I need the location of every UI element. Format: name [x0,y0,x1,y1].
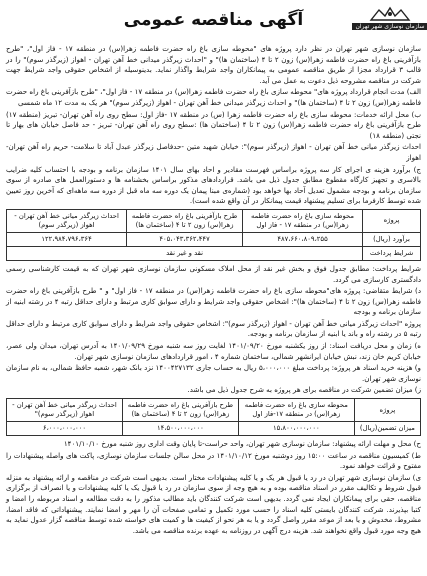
terms-paragraph: ی) سازمان نوسازی شهر تهران در رد یا قبول هر یک و یا کلیه پیشنهادات مختار است. بدیهی است شرکت در مناقصه و ارائه پیشنهاد به منزله قبول شروط و تکالیف مقرر در اسناد مناقصه بوده و به هیچ وجه از سوی سازمان در رد یا قبول یک یا کلیه پیشنهادات و یا انصراف از برگزاری مناقصه، حقی برای پیمانکاران ایجاد نمی گردد. بدیهی است شرکت کنندگان باید مطالب مذکور را به دقت مطالعه و اسناد مربوطه را امضا و کتبا بپذیرند. شرکت کنندگان بایستی کلیه اسناد را حسب مورد تکمیل و تمامی صفحات آن را مهر و امضا نمایند. پیشنهاداتی که فاقد امضا، مشروط، مخدوش و یا بعد از موعد مقرر واصل گردد و یا به هر نحو از کیفیت ها و کمیت های خواسته شده توسط مناقصه گزار عدول نماید به هیچ وجه مورد قبول واقع نخواهند شد. هزینه درج آگهی در روزنامه به عهده برنده مناقصه می باشد. [6,472,421,535]
fee-paragraph: و) هزینه خرید اسناد هر پروژه: پرداخت مبلغ ۵،۰۰۰،۰۰۰ ریال به حساب جاری ۱۴۰۰۴۲۷۱۳۲ نزد بانک شهر، شعبه حافظ شمالی، به نام سازمان نوسازی شهر تهران. [6,363,421,383]
table-row [7,209,421,232]
location-paragraph-2: احداث زیرگذر میانی خط آهن تهران - اهواز (زیرگذر سوم)": خیابان شهید متین -حدفاصل زیرگذر عبدل آباد تا سلامت- حریم راه آهن تهران- اهواز [6,142,421,162]
table-header-cell: احداث زیرگذر میانی خط آهن تهران - اهواز (زیرگذر سوم) [7,209,127,232]
payment-paragraph: شرایط پرداخت: مطابق جدول فوق و بخش غیر نقد از محل املاک مسکونی سازمان نوسازی شهر تهران که به قیمت کارشناسی رسمی دادگستری کارسازی می گردد. [6,263,421,284]
guarantee-paragraph: ز) میزان تضمین شرکت در مناقصه برای هر پروژه به شرح جدول ذیل می باشد. [187,385,421,395]
commission-paragraph: ط) کمیسیون مناقصه در ساعت ۱۵:۰۰ روز دوشنبه مورخ ۱۴۰۱/۱۰/۱۲ در محل سالن جلسات سازمان نوسازی، پاکت های واصله پیشنهادات را مفتوح و قرائت خواهد نمود. [6,450,421,471]
guarantee-value: ۶،۰۰۰،۰۰۰،۰۰۰ [7,422,123,436]
page-title: آگهی مناقصه عمومی [123,10,304,30]
duration-paragraph: الف) مدت انجام قرارداد پروژه های" محوطه سازی باغ راه حضرت فاطمه زهرا(س) در منطقه ۱۷ - فاز اول"، "طرح بازآفرینی باغ راه حضرت فاطمه زهرا(س) زون ۲ تا ۴ (ساختمان ها)" و احداث زیرگذر میدانی خط آهن تهران - اهواز (زیرگذر سوم)" هر یک به مدت ۱۲ ماه شمسی [6,87,422,107]
intro-paragraph: سازمان نوسازی شهر تهران در نظر دارد پروژه های "محوطه سازی باغ راه حضرت فاطمه زهرا(س) در منطقه ۱۷ - فاز اول"، "طرح بازآفرینی باغ راه حضرت فاطمه زهرا(س) زون ۲ تا ۴ (ساختمان ها)" و "احداث زیرگذر میدانی خط آهن تهران - اهواز (زیرگذر سوم)" را در قالب ۳ قرارداد مجزا از طریق مناقصه عمومی به پیمانکاران واجد شرایط واگذار نماید. بدینوسیله از اشخاص حقوقی واجد شرایط جهت شرکت در مناقصه مشروحه ذیل دعوت به عمل می آید. [6,44,421,85]
guarantee-table [6,398,421,436]
table-row [7,246,421,260]
table-row [7,232,421,246]
table-header-cell: طرح بازآفرینی باغ راه حضرت فاطمه زهرا(س) زون ۲ تا ۴ (ساختمان ها) [122,399,238,422]
guarantee-value: ۱۵،۸۰۰،۰۰۰،۰۰۰ [238,422,354,436]
estimate-label: برآورد (ریال) [363,232,421,246]
table-header-cell: محوطه سازی باغ راه حضرت فاطمه زهرا(س) در منطقه ۱۷-فاز اول [238,399,354,422]
estimate-value: ۴۸۷،۶۶۰،۸۰۹،۲۵۵ [243,232,363,246]
table-header-cell: پروژه [363,209,421,232]
table-row [7,422,421,436]
estimate-paragraph: ج) برآورد هزینه ی اجرای کار سه پروژه براساس فهرست مقادیر و احاد بهای سال ۱۴۰۱ سازمان برنامه و بودجه با احتساب کلیه ضرایب بالاسری و تجهیز کارگاه مقطوع مطابق جدول ذیل می باشد. قراردادهای مذکور براساس بخشنامه ها و دستورالعمل های صادره از سوی سازمان برنامه و بودجه مشمول تعدیل آحاد بها خواهد بود (شماره‌ی مبنا پیمان یک دوره سه ماه قبل از دوره سه ماهه‌ای که آخرین روز تعیین شده توسط کارفرما برای تسلیم پیشنهاد قیمت پیمانکار در آن واقع شده است). [6,164,421,206]
table-header-cell: احداث زیرگذر میانی خط آهن تهران - اهواز (زیرگذر سوم)" [7,399,123,422]
logo-text: سازمان نوسازی شهر تهران [352,23,427,30]
estimate-value: ۱۲۲،۹۸۴،۷۹۶،۳۶۴ [7,232,127,246]
table-header-cell: محوطه سازی باغ راه حضرت فاطمه زهرا(س) در منطقه ۱۷ - فاز اول [243,209,363,232]
eligibility-paragraph-2: پروژه "احداث زیرگذر میانی خط آهن تهران - اهواز (زیرگذر سوم)": اشخاص حقوقی واجد شرایط و دارای سوابق کاری مرتبط و دارای حداقل رتبه ۵ در رشته راه و باند یا ابنیه از سازمان برنامه و بودجه. [6,318,421,339]
payment-label: شرایط پرداخت [363,246,421,260]
header [6,4,425,44]
estimate-table [6,209,421,261]
table-header-cell: طرح بازآفرینی باغ راه حضرت فاطمه زهرا(س) زون ۲ تا ۴ (ساختمان ها) [127,209,243,232]
eligibility-paragraph: د) شرایط متقاضی: پروژه های"محوطه سازی باغ راه حضرت فاطمه زهرا(س) در منطقه ۱۷ - فاز اول" و " طرح بازآفرینی باغ راه حضرت فاطمه زهرا(س) زون ۲ تا ۴ (ساختمان ها)": اشخاص حقوقی واجد شرایط و دارای سوابق کاری مرتبط و دارای حداقل رتبه ۴ در رشته ابنیه از سازمان برنامه و بودجه [6,286,421,317]
table-header-cell: پروژه [354,399,420,422]
payment-value: نقد و غیر نقد [7,246,363,260]
location-paragraph: ب) محل ارائه خدمات: محوطه سازی باغ راه حضرت فاطمه زهرا (س) در منطقه ۱۷ -فاز اول: سطح روی راه آهن تهران- تبریز (منطقه ۱۷) طرح بازآفرینی باغ راه حضرت فاطمه زهرا(س) زون ۲ تا ۴ (ساختمان ها) :سطح روی راه آهن تهران- تبریز - حد فاصل خیابان های بهار تا نجتی (منطقه ۱۸) [6,109,421,140]
guarantee-value: ۱۴،۵۰۰،۰۰۰،۰۰۰ [122,422,238,436]
table-row [7,399,421,422]
estimate-value: ۴۰۵،۰۴۳،۳۶۲،۴۴۷ [127,232,243,246]
documents-paragraph: ه) زمان و محل دریافت اسناد: از روز یکشنبه مورخ ۱۴۰۱/۰۹/۲۰ لغایت روز سه شنبه مورخ ۱۴۰۱/۰۹/۲۹ به آدرس تهران، میدان ولی عصر، خیابان کریم خان زند، نبش خیابان ایرانشهر شمالی، ساختمان شماره ۴ ، امور قراردادهای سازمان نوسازی شهر تهران. [6,341,421,361]
submission-paragraph: ح) محل و مهلت ارائه پیشنهاد: سازمان نوسازی شهر تهران، واحد حراست-تا پایان وقت اداری روز شنبه مورخ ۱۴۰۱/۱۰/۱۰ [63,439,421,449]
guarantee-label: میزان تضمین(ریال) [354,422,420,436]
